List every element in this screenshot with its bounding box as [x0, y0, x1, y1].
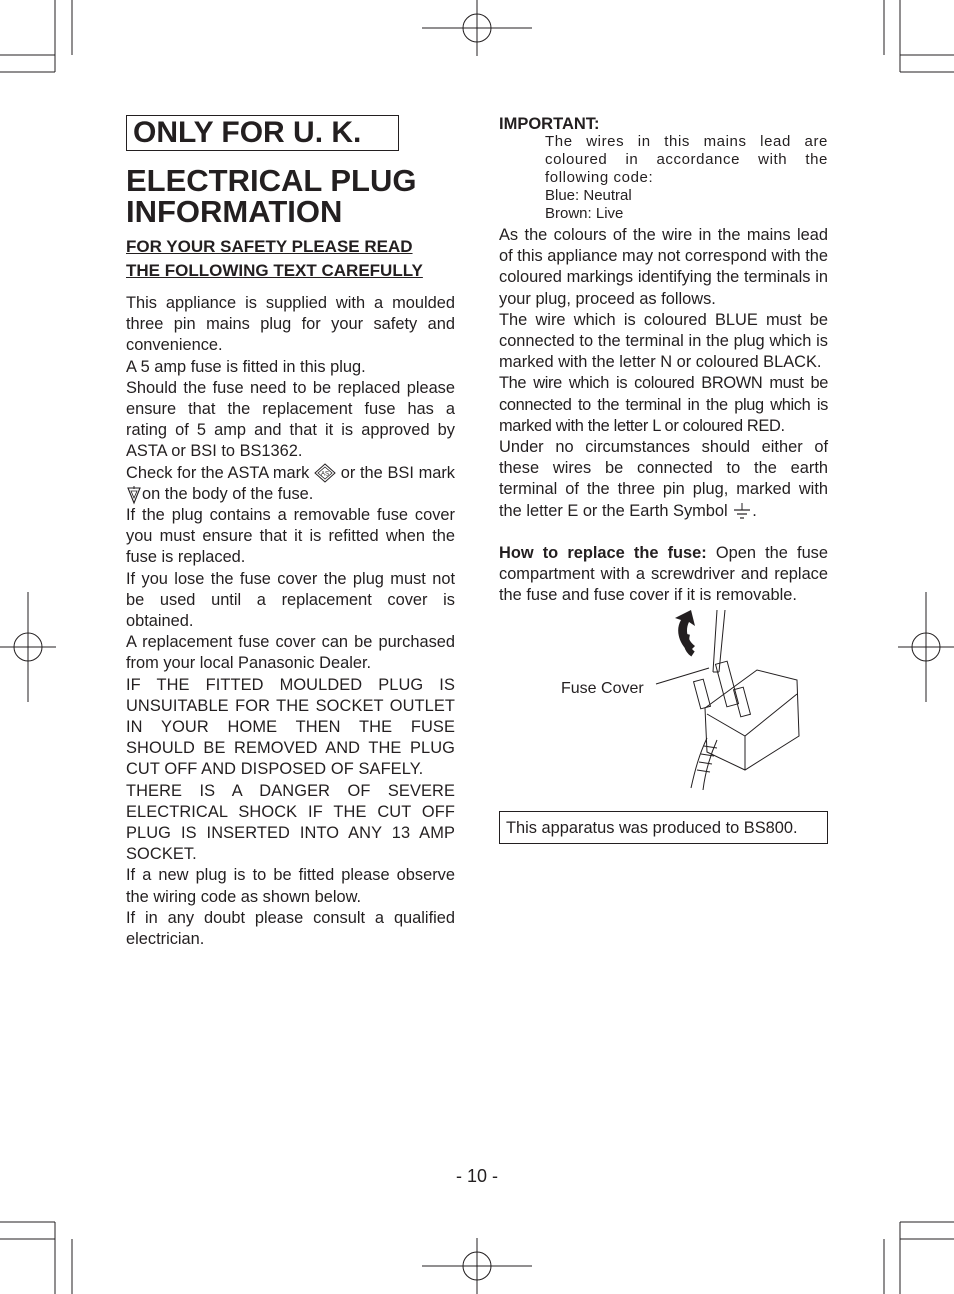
- important-heading: IMPORTANT:: [499, 115, 600, 133]
- earth-warning-text: Under no circumstances should either of these wires be connected to the earth terminal of the three pin plug, marked with the letter E or the Earth Symbol: [499, 438, 828, 520]
- how-to-text: Open the fuse compartment with a screwdriver and replace the fuse and fuse cover if it is removable.: [499, 543, 828, 605]
- paragraph-blue-wire: The wire which is coloured BLUE must be connected to the terminal in the plug which is marked with the letter N or coloured BLACK.: [499, 310, 828, 372]
- safety-heading-line-2: THE FOLLOWING TEXT CAREFULLY: [126, 261, 423, 280]
- left-column: [126, 115, 455, 950]
- paragraph-replacement-cover: A replacement fuse cover can be purchased from your local Panasonic Dealer.: [126, 633, 455, 673]
- page-title-line-1: ELECTRICAL PLUG: [126, 163, 417, 198]
- how-to-heading: How to replace the fuse:: [499, 543, 707, 562]
- wiring-code-brown: Brown: Live: [545, 205, 624, 222]
- wiring-code-block: [545, 133, 828, 223]
- page-title: [126, 165, 455, 227]
- paragraph-fuse-cover: If the plug contains a removable fuse cover you must ensure that it is refitted when the fuse is replaced.: [126, 506, 455, 567]
- paragraph-earth-warning: [499, 437, 828, 522]
- asta-mark-icon: [314, 463, 336, 483]
- page-number: - 10 -: [455, 1166, 498, 1186]
- paragraph-unsuitable-plug-warning: IF THE FITTED MOULDED PLUG IS UNSUITABLE FOR THE SOCKET OUTLET IN YOUR HOME THEN THE FUSE SHOULD BE REMOVED AND THE PLUG CUT OFF AND DISPOSED OF SAFELY.: [126, 675, 455, 779]
- asta-text: Check for the ASTA mark: [126, 463, 310, 482]
- svg-text:AS: AS: [321, 471, 330, 478]
- paragraph-brown-wire: The wire which is coloured BROWN must be connected to the terminal in the plug which is marked with the letter L or coloured RED.: [499, 374, 828, 435]
- paragraph-how-to-replace: [499, 543, 828, 607]
- paragraph-moulded-plug: This appliance is supplied with a moulded three pin mains plug for your safety and convenience.: [126, 294, 455, 355]
- wiring-code-blue: Blue: Neutral: [545, 187, 632, 204]
- fuse-cover-label: Fuse Cover: [561, 680, 644, 698]
- bsi-text: or the BSI mark: [340, 463, 455, 482]
- earth-warning-period: .: [752, 501, 757, 520]
- right-column: [499, 115, 828, 844]
- paragraph-asta-bsi-marks: [126, 463, 455, 505]
- plug-illustration: [499, 610, 828, 790]
- fuse-body-text: on the body of the fuse.: [142, 484, 314, 503]
- safety-heading-line-1: FOR YOUR SAFETY PLEASE READ: [126, 237, 413, 256]
- paragraph-new-plug: If a new plug is to be fitted please observe the wiring code as shown below.: [126, 866, 455, 906]
- bsi-kitemark-icon: [126, 485, 142, 505]
- page-title-line-2: INFORMATION: [126, 194, 343, 229]
- paragraph-consult-electrician: If in any doubt please consult a qualified electrician.: [126, 908, 455, 949]
- wiring-code-intro: The wires in this mains lead are coloured in accordance with the following code:: [545, 133, 828, 186]
- safety-heading: [126, 235, 455, 283]
- earth-symbol-icon: [732, 502, 752, 520]
- paragraph-shock-danger-warning: THERE IS A DANGER OF SEVERE ELECTRICAL SHOCK IF THE CUT OFF PLUG IS INSERTED INTO ANY 13 AMP SOCKET.: [126, 781, 455, 864]
- plug-fuse-cover-drawing: [499, 610, 828, 790]
- paragraph-lost-cover: If you lose the fuse cover the plug must not be used until a replacement cover is obtained.: [126, 569, 455, 631]
- paragraph-fuse-replacement: Should the fuse need to be replaced please ensure that the replacement fuse has a rating of 5 amp and that it is approved by ASTA or BSI to BS1362.: [126, 378, 455, 461]
- paragraph-wire-colours: As the colours of the wire in the mains lead of this appliance may not correspond with the coloured markings identifying the terminals in your plug, proceed as follows.: [499, 226, 828, 308]
- uk-only-title: ONLY FOR U. K.: [126, 115, 399, 151]
- paragraph-fuse-fitted: A 5 amp fuse is fitted in this plug.: [126, 357, 366, 376]
- bs800-notice: This apparatus was produced to BS800.: [499, 811, 828, 844]
